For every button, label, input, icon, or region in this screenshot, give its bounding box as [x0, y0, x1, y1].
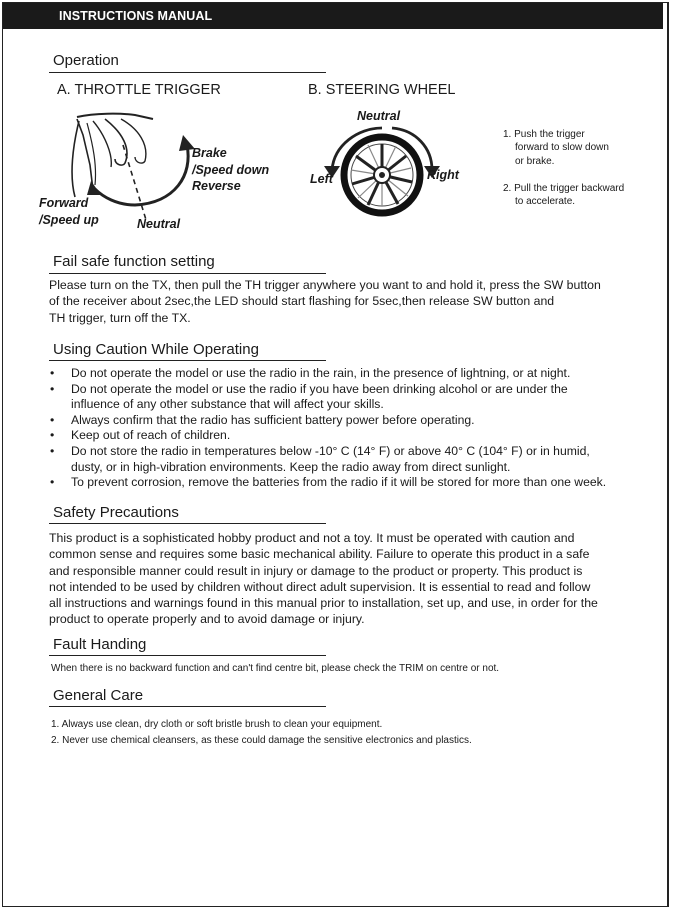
operation-steps	[503, 128, 624, 222]
caution-item: • Do not store the radio in temperatures below -10° C (14° F) or above 40° C (104° F) or in humid, dusty, or in high-vibration environments. Keep the radio away from direct sunlight.	[50, 443, 590, 474]
speed-down-label: /Speed down	[192, 162, 270, 177]
caution-item: • Keep out of reach of children.	[50, 428, 231, 443]
failsafe-line-3: TH trigger, turn off the TX.	[49, 310, 191, 325]
step-1	[503, 128, 624, 168]
reverse-label: Reverse	[192, 179, 241, 193]
failsafe-line-1: Please turn on the TX, then pull the TH trigger anywhere you want to and hold it, press the SW button	[49, 278, 601, 292]
step-1-line-2: forward to slow down	[515, 142, 609, 154]
bullet-icon: •	[50, 428, 55, 443]
care-item-1: 1. Always use clean, dry cloth or soft bristle brush to clean your equipment.	[51, 719, 383, 730]
fault-heading: Fault Handing	[53, 636, 147, 653]
care-heading: General Care	[53, 687, 144, 704]
header-bar	[3, 3, 663, 29]
operation-heading-rule	[49, 72, 326, 73]
safety-text: This product is a sophisticated hobby product and not a toy. It must be operated with caution and common sense and requires some basic mechanical ability. Failure to operate this product in a safe and responsible manner could result in injury or damage to the product or property. This product is not intended to be used by children without direct adult supervision. It is essential to read and follow all instructions and warnings found in this manual prior to installation, set up, and use, in order for the product to operate properly and to avoid damage or injury.	[49, 531, 598, 627]
manual-title: INSTRUCTIONS MANUAL	[59, 9, 213, 23]
steering-right-label: Right	[427, 168, 459, 182]
bullet-icon: •	[50, 475, 55, 490]
step-2-line-2: to accelerate.	[515, 196, 576, 208]
care-heading-rule	[49, 706, 326, 707]
bullet-icon: •	[50, 366, 55, 380]
caution-list	[49, 366, 649, 491]
care-list	[51, 717, 472, 748]
throttle-neutral-label: Neutral	[137, 217, 181, 231]
speed-up-label: /Speed up	[39, 212, 99, 227]
step-1-line-1: 1. Push the trigger	[503, 129, 585, 140]
bullet-icon: •	[50, 412, 55, 427]
failsafe-heading-rule	[49, 273, 326, 274]
forward-label: Forward	[39, 196, 89, 210]
fault-text: When there is no backward function and can't find centre bit, please check the TRIM on centre or not.	[51, 663, 500, 674]
steering-wheel-title: B. STEERING WHEEL	[308, 82, 456, 98]
step-2	[503, 182, 624, 209]
steering-neutral-label: Neutral	[357, 109, 401, 123]
caution-heading-rule	[49, 360, 326, 361]
safety-heading-rule	[49, 523, 326, 524]
caution-item: • Do not operate the model or use the radio in the rain, in the presence of lightning, or at night.	[50, 366, 571, 380]
step-1-line-3: or brake.	[515, 155, 555, 167]
throttle-brake-labels	[192, 145, 269, 195]
care-item-2: 2. Never use chemical cleansers, as these could damage the sensitive electronics and plastics.	[51, 734, 472, 746]
operation-heading: Operation	[53, 52, 119, 69]
step-2-line-1: 2. Pull the trigger backward	[503, 182, 625, 194]
failsafe-line-2: of the receiver about 2sec,the LED should start flashing for 5sec,then release SW button and	[49, 294, 555, 309]
throttle-forward-labels	[39, 195, 99, 228]
failsafe-text	[49, 277, 601, 326]
caution-item: • Do not operate the model or use the radio if you have been drinking alcohol or are under the influence of any other substance that will affect your skills.	[50, 381, 568, 412]
fault-heading-rule	[49, 655, 326, 656]
brake-label: Brake	[192, 146, 227, 160]
throttle-trigger-title: A. THROTTLE TRIGGER	[57, 82, 221, 98]
caution-heading: Using Caution While Operating	[53, 341, 259, 358]
safety-heading: Safety Precautions	[53, 504, 179, 521]
steering-left-label: Left	[310, 172, 333, 186]
bullet-icon: •	[50, 381, 55, 396]
caution-item: • To prevent corrosion, remove the batteries from the radio if it will be stored for more than one week.	[50, 475, 607, 490]
failsafe-heading: Fail safe function setting	[53, 253, 215, 270]
caution-item: • Always confirm that the radio has sufficient battery power before operating.	[50, 412, 475, 427]
bullet-icon: •	[50, 443, 55, 458]
